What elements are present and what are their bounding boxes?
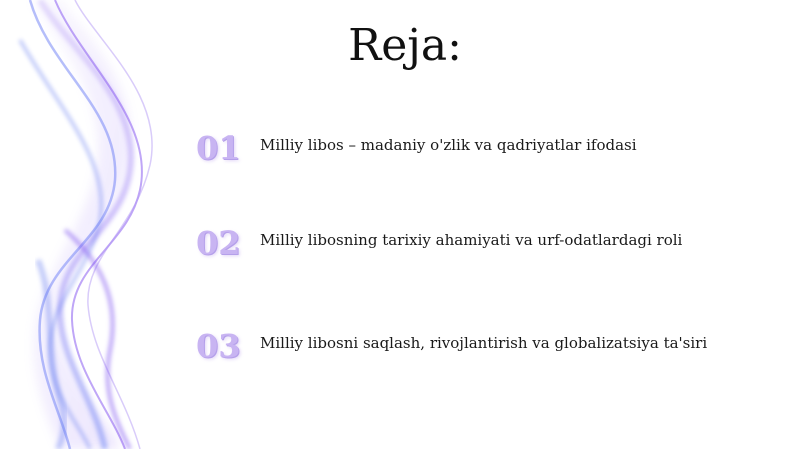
agenda-item-text: Milliy libosni saqlash, rivojlantirish va globalizatsiya ta'siri [260, 334, 708, 352]
agenda-item [196, 129, 786, 176]
agenda-item-text: Milliy libos – madaniy o'zlik va qadriyatlar ifodasi [260, 136, 637, 154]
agenda-item-text: Milliy libosning tarixiy ahamiyati va urf-odatlardagi roli [260, 231, 683, 249]
agenda-item-number: 02 [196, 224, 241, 262]
agenda-item [196, 327, 786, 374]
slide-title: Reja: [348, 20, 462, 71]
agenda-item [196, 224, 786, 271]
smoke-ribbon-decoration [0, 0, 200, 449]
agenda-item-number: 01 [196, 129, 241, 167]
agenda-item-number: 03 [196, 327, 241, 365]
